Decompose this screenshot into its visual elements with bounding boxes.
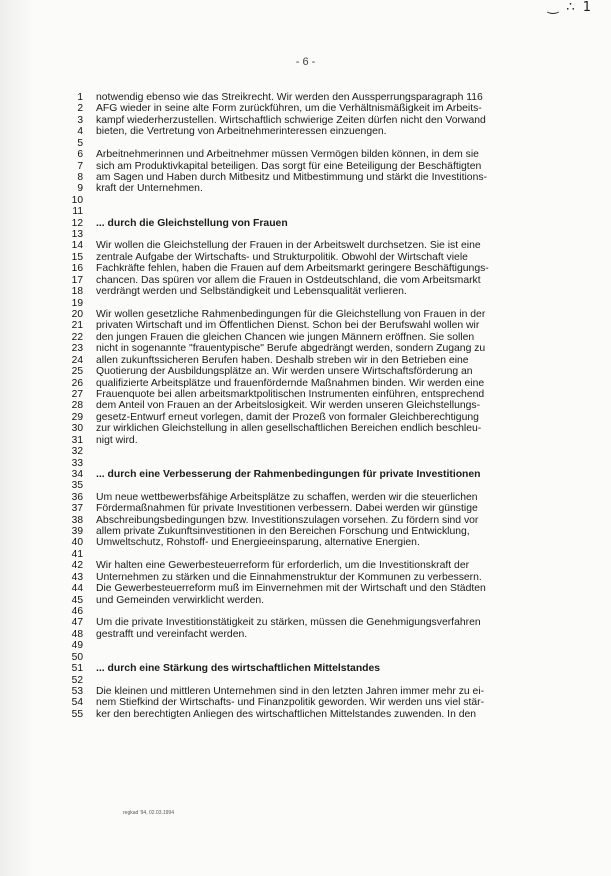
text-line <box>0 435 611 446</box>
section-heading: ... durch eine Stärkung des wirtschaftlichen Mittelstandes <box>96 663 381 675</box>
line-number: 19 <box>71 297 83 309</box>
text-line <box>0 286 611 297</box>
line-number: 5 <box>77 137 83 149</box>
text-line <box>0 583 611 594</box>
line-number: 52 <box>71 674 83 686</box>
line-number: 23 <box>71 343 83 355</box>
text-line <box>0 366 611 377</box>
text-line <box>0 629 611 640</box>
line-number: 7 <box>77 160 83 172</box>
line-text: allen zukunftssicheren Berufen haben. Deshalb streben wir in den Betrieben eine <box>96 354 469 366</box>
text-line <box>0 423 611 434</box>
line-number: 35 <box>71 480 83 492</box>
text-line <box>0 537 611 548</box>
line-text: nem Stiefkind der Wirtschafts- und Finanzpolitik geworden. Wir werden uns viel stär- <box>96 697 485 709</box>
line-number: 25 <box>71 366 83 378</box>
line-text: nigt wird. <box>96 434 138 446</box>
section-heading: ... durch eine Verbesserung der Rahmenbedingungen für private Investitionen <box>96 468 481 480</box>
text-line <box>0 115 611 126</box>
line-text: ker den berechtigten Anliegen des wirtschaftlichen Mittelstandes zuwenden. In den <box>96 708 477 720</box>
text-line <box>0 572 611 583</box>
line-text: dem Anteil von Frauen an der Arbeitslosigkeit. Wir werden unseren Gleichstellungs- <box>96 400 481 412</box>
line-text: Fördermaßnahmen für private Investitionen verbessern. Dabei werden wir günstige <box>96 503 478 515</box>
line-text: Abschreibungsbedingungen bzw. Investitionszulagen vorsehen. Zu fördern sind vor <box>96 514 479 526</box>
text-line <box>0 480 611 491</box>
line-number: 31 <box>71 434 83 446</box>
line-number: 33 <box>71 457 83 469</box>
line-text: und Gemeinden verwirklicht werden. <box>96 594 265 606</box>
text-line <box>0 515 611 526</box>
text-line <box>0 378 611 389</box>
line-number: 2 <box>77 103 83 115</box>
line-text: den jungen Frauen die gleichen Chancen wie jungen Männern eröffnen. Sie sollen <box>96 331 475 343</box>
text-line <box>0 458 611 469</box>
text-line <box>0 492 611 503</box>
line-number: 15 <box>71 251 83 263</box>
line-number: 34 <box>71 468 83 480</box>
line-number: 4 <box>77 126 83 138</box>
text-line <box>0 332 611 343</box>
line-number: 17 <box>71 274 83 286</box>
line-number: 14 <box>71 240 83 252</box>
text-line <box>0 606 611 617</box>
line-number: 42 <box>71 560 83 572</box>
line-number: 43 <box>71 571 83 583</box>
line-text: gesetz-Entwurf erneut vorlegen, damit der Prozeß von formaler Gleichberechtigung <box>96 411 479 423</box>
text-line <box>0 298 611 309</box>
line-text: Um die private Investitionstätigkeit zu stärken, müssen die Genehmigungsverfahren <box>96 617 481 629</box>
line-number: 16 <box>71 263 83 275</box>
line-text: gestrafft und vereinfacht werden. <box>96 628 248 640</box>
line-text: Um neue wettbewerbsfähige Arbeitsplätze zu schaffen, werden wir die steuerlichen <box>96 491 478 503</box>
line-text: Die kleinen und mittleren Unternehmen sind in den letzten Jahren immer mehr zu ei- <box>96 685 485 697</box>
text-line <box>0 560 611 571</box>
line-number: 29 <box>71 411 83 423</box>
line-number: 24 <box>71 354 83 366</box>
text-line <box>0 172 611 183</box>
line-number: 55 <box>71 708 83 720</box>
line-text: Unternehmen zu stärken und die Einnahmenstruktur der Kommunen zu verbessern. <box>96 571 482 583</box>
text-line <box>0 686 611 697</box>
line-text: Arbeitnehmerinnen und Arbeitnehmer müssen Vermögen bilden können, in dem sie <box>96 149 479 161</box>
line-text: Wir halten eine Gewerbesteuerreform für erforderlich, um die Investitionskraft der <box>96 560 470 572</box>
line-number: 1 <box>77 92 83 103</box>
document-body <box>0 92 611 720</box>
text-line <box>0 389 611 400</box>
section-heading: ... durch die Gleichstellung von Frauen <box>96 217 288 229</box>
text-line <box>0 412 611 423</box>
line-text: Fachkräfte fehlen, haben die Frauen auf dem Arbeitsmarkt geringere Beschäftigungs- <box>96 263 489 275</box>
line-text: Die Gewerbesteuerreform muß im Einvernehmen mit der Wirtschaft und den Städten <box>96 583 486 595</box>
line-number: 49 <box>71 640 83 652</box>
line-text: notwendig ebenso wie das Streikrecht. Wir werden den Aussperrungsparagraph 116 <box>96 92 483 103</box>
footer-note: regkad '94, 02.03.1994 <box>123 810 174 816</box>
line-number: 27 <box>71 388 83 400</box>
line-number: 44 <box>71 583 83 595</box>
text-line <box>0 320 611 331</box>
line-number: 20 <box>71 309 83 321</box>
line-number: 9 <box>77 183 83 195</box>
text-line <box>0 469 611 480</box>
text-line <box>0 126 611 137</box>
line-number: 3 <box>77 114 83 126</box>
text-line <box>0 675 611 686</box>
text-line <box>0 195 611 206</box>
line-number: 8 <box>77 171 83 183</box>
text-line <box>0 252 611 263</box>
line-text: AFG wieder in seine alte Form zurückführen, um die Verhältnismäßigkeit im Arbeits- <box>96 103 482 115</box>
line-text: verdrängt werden und Selbständigkeit und Lebensqualität verlieren. <box>96 286 407 298</box>
line-text: kraft der Unternehmen. <box>96 183 203 195</box>
line-number: 40 <box>71 537 83 549</box>
line-number: 51 <box>71 663 83 675</box>
line-number: 13 <box>71 229 83 241</box>
text-line <box>0 400 611 411</box>
text-line <box>0 549 611 560</box>
line-text: chancen. Das spüren vor allem die Frauen in Ostdeutschland, die vom Arbeitsmarkt <box>96 274 481 286</box>
line-number: 30 <box>71 423 83 435</box>
text-line <box>0 355 611 366</box>
line-number: 22 <box>71 331 83 343</box>
line-text: qualifizierte Arbeitsplätze und frauenfördernde Maßnahmen binden. Wir werden eine <box>96 377 485 389</box>
line-text: Frauenquote bei allen arbeitsmarktpolitischen Instrumenten einführen, entsprechend <box>96 388 485 400</box>
line-number: 28 <box>71 400 83 412</box>
line-text: Quotierung der Ausbildungsplätze an. Wir werden unsere Wirtschaftsförderung an <box>96 366 473 378</box>
text-line <box>0 697 611 708</box>
page-number: - 6 - <box>295 56 316 68</box>
line-number: 46 <box>71 605 83 617</box>
line-number: 38 <box>71 514 83 526</box>
line-text: zur wirklichen Gleichstellung in allen gesellschaftlichen Bereichen endlich beschleu- <box>96 423 482 435</box>
text-line <box>0 263 611 274</box>
line-number: 36 <box>71 491 83 503</box>
line-text: zentrale Aufgabe der Wirtschafts- und Strukturpolitik. Obwohl der Wirtschaft viele <box>96 251 468 263</box>
text-line <box>0 652 611 663</box>
text-line <box>0 229 611 240</box>
text-line <box>0 446 611 457</box>
text-line <box>0 617 611 628</box>
text-line <box>0 240 611 251</box>
text-line <box>0 526 611 537</box>
line-number: 48 <box>71 628 83 640</box>
text-line <box>0 206 611 217</box>
line-number: 41 <box>71 548 83 560</box>
text-line <box>0 103 611 114</box>
line-number: 50 <box>71 651 83 663</box>
line-number: 39 <box>71 526 83 538</box>
line-text: sich am Produktivkapital beteiligen. Das sorgt für eine Beteiligung der Beschäftigten <box>96 160 482 172</box>
text-line <box>0 161 611 172</box>
text-line <box>0 183 611 194</box>
line-number: 12 <box>71 217 83 229</box>
corner-mark: ‿ ∴ 1 <box>547 0 593 15</box>
text-line <box>0 640 611 651</box>
text-line <box>0 709 611 720</box>
text-line <box>0 275 611 286</box>
text-line <box>0 595 611 606</box>
line-text: privaten Wirtschaft und im Öffentlichen Dienst. Schon bei der Berufswahl wollen wir <box>96 320 480 332</box>
line-number: 26 <box>71 377 83 389</box>
line-text: Wir wollen gesetzliche Rahmenbedingungen für die Gleichstellung von Frauen in der <box>96 309 486 321</box>
text-line <box>0 343 611 354</box>
line-text: kampf wiederherzustellen. Wirtschaftlich schwierige Zeiten dürfen nicht den Vorwand <box>96 114 486 126</box>
line-text: Umweltschutz, Rohstoff- und Energieeinsparung, alternative Energien. <box>96 537 420 549</box>
line-text: Wir wollen die Gleichstellung der Frauen in der Arbeitswelt durchsetzen. Sie ist eine <box>96 240 481 252</box>
text-line <box>0 138 611 149</box>
text-line <box>0 663 611 674</box>
line-text: nicht in sogenannte "frauentypische" Berufe abgedrängt werden, sondern Zugang zu <box>96 343 486 355</box>
line-number: 11 <box>72 206 83 218</box>
line-number: 45 <box>71 594 83 606</box>
line-number: 10 <box>71 194 83 206</box>
line-number: 47 <box>71 617 83 629</box>
line-number: 54 <box>71 697 83 709</box>
line-number: 21 <box>71 320 83 332</box>
text-line <box>0 503 611 514</box>
text-line <box>0 218 611 229</box>
text-line <box>0 149 611 160</box>
text-line <box>0 92 611 103</box>
line-number: 32 <box>71 446 83 458</box>
line-number: 53 <box>71 685 83 697</box>
line-number: 18 <box>71 286 83 298</box>
line-number: 6 <box>77 149 83 161</box>
line-text: allem private Zukunftsinvestitionen in den Bereichen Forschung und Entwicklung, <box>96 526 470 538</box>
line-text: bieten, die Vertretung von Arbeitnehmerinteressen einzuengen. <box>96 126 387 138</box>
text-line <box>0 309 611 320</box>
line-number: 37 <box>71 503 83 515</box>
line-text: am Sagen und Haben durch Mitbesitz und Mitbestimmung und stärkt die Investitions- <box>96 171 488 183</box>
